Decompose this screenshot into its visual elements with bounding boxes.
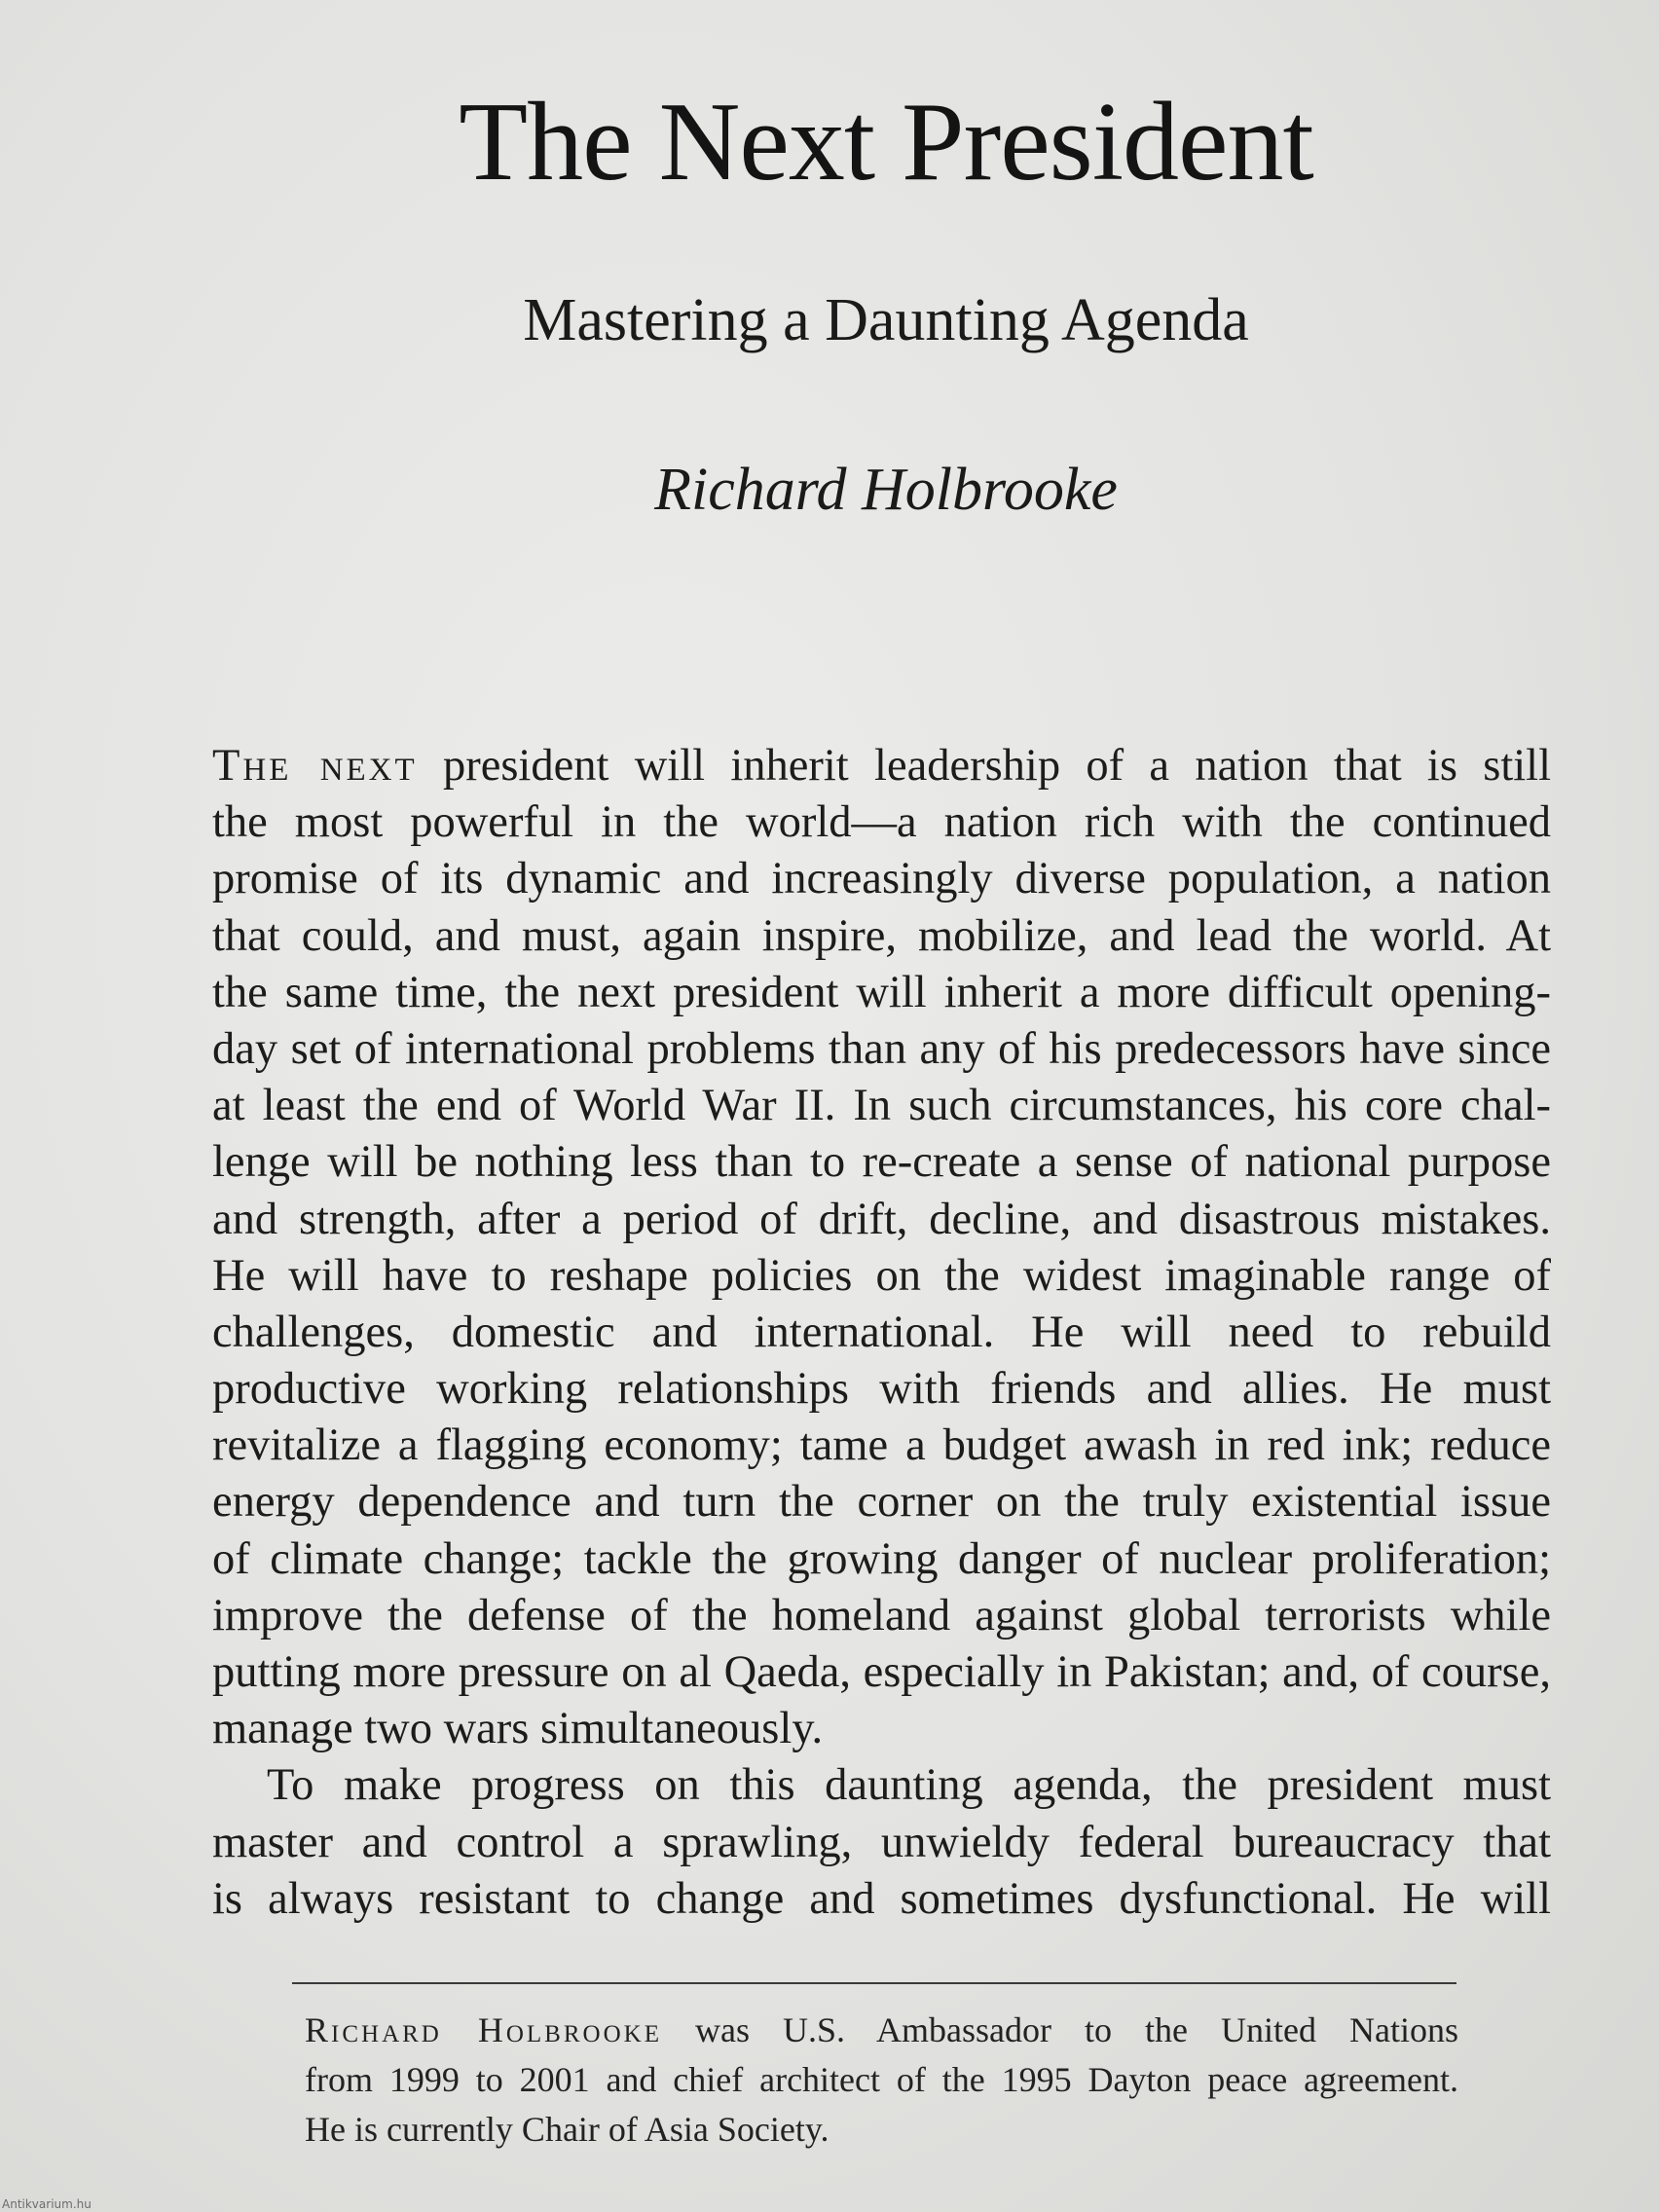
body-line: lenge will be nothing less than to re-create a sense of national purpose bbox=[212, 1137, 1551, 1188]
article-body bbox=[212, 738, 1551, 1928]
body-line: the most powerful in the world—a nation rich with the continued bbox=[212, 797, 1551, 848]
body-line: revitalize a flagging economy; tame a budget awash in red ink; reduce bbox=[212, 1420, 1551, 1471]
body-line: at least the end of World War II. In such circumstances, his core chal- bbox=[212, 1081, 1551, 1131]
body-line: and strength, after a period of drift, decline, and disastrous mistakes. bbox=[212, 1194, 1551, 1244]
footnote-line: from 1999 to 2001 and chief architect of the 1995 Dayton peace agreement. bbox=[305, 2060, 1458, 2099]
body-line: that could, and must, again inspire, mobilize, and lead the world. At bbox=[212, 910, 1551, 961]
footnote-line-text: was U.S. Ambassador to the United Nations bbox=[661, 2010, 1458, 2049]
body-line: the same time, the next president will inherit a more difficult opening- bbox=[212, 967, 1551, 1017]
body-line: of climate change; tackle the growing danger of nuclear proliferation; bbox=[212, 1533, 1551, 1584]
article-author: Richard Holbrooke bbox=[654, 457, 1118, 523]
body-line: master and control a sprawling, unwieldy federal bureaucracy that bbox=[212, 1817, 1551, 1867]
watermark: Antikvarium.hu bbox=[2, 2197, 92, 2211]
body-line: improve the defense of the homeland against global terrorists while bbox=[212, 1590, 1551, 1641]
body-line: He will have to reshape policies on the widest imaginable range of bbox=[212, 1250, 1551, 1301]
article-title: The Next President bbox=[459, 80, 1313, 204]
body-line: promise of its dynamic and increasingly diverse population, a nation bbox=[212, 854, 1551, 904]
body-line: putting more pressure on al Qaeda, especially in Pakistan; and, of course, bbox=[212, 1647, 1551, 1697]
body-line: is always resistant to change and sometimes dysfunctional. He will bbox=[212, 1873, 1551, 1924]
body-line-text: president will inherit leadership of a nation that is still bbox=[417, 741, 1551, 791]
footnote-divider bbox=[292, 1982, 1456, 1984]
body-line: day set of international problems than any of his predecessors have since bbox=[212, 1023, 1551, 1074]
body-line: challenges, domestic and international. He will need to rebuild bbox=[212, 1307, 1551, 1357]
body-line: energy dependence and turn the corner on the truly existential issue bbox=[212, 1477, 1551, 1528]
body-line: To make progress on this daunting agenda, the president must bbox=[267, 1760, 1551, 1811]
footnote-line bbox=[305, 2006, 1458, 2055]
body-line: manage two wars simultaneously. bbox=[212, 1704, 824, 1754]
author-footnote bbox=[305, 2006, 1458, 2155]
footnote-name: Richard Holbrooke bbox=[305, 2010, 662, 2049]
body-line bbox=[212, 738, 1551, 794]
article-subtitle: Mastering a Daunting Agenda bbox=[523, 287, 1249, 353]
lead-small-caps: The next bbox=[212, 741, 418, 791]
body-line: productive working relationships with friends and allies. He must bbox=[212, 1364, 1551, 1415]
footnote-line: He is currently Chair of Asia Society. bbox=[305, 2110, 830, 2149]
